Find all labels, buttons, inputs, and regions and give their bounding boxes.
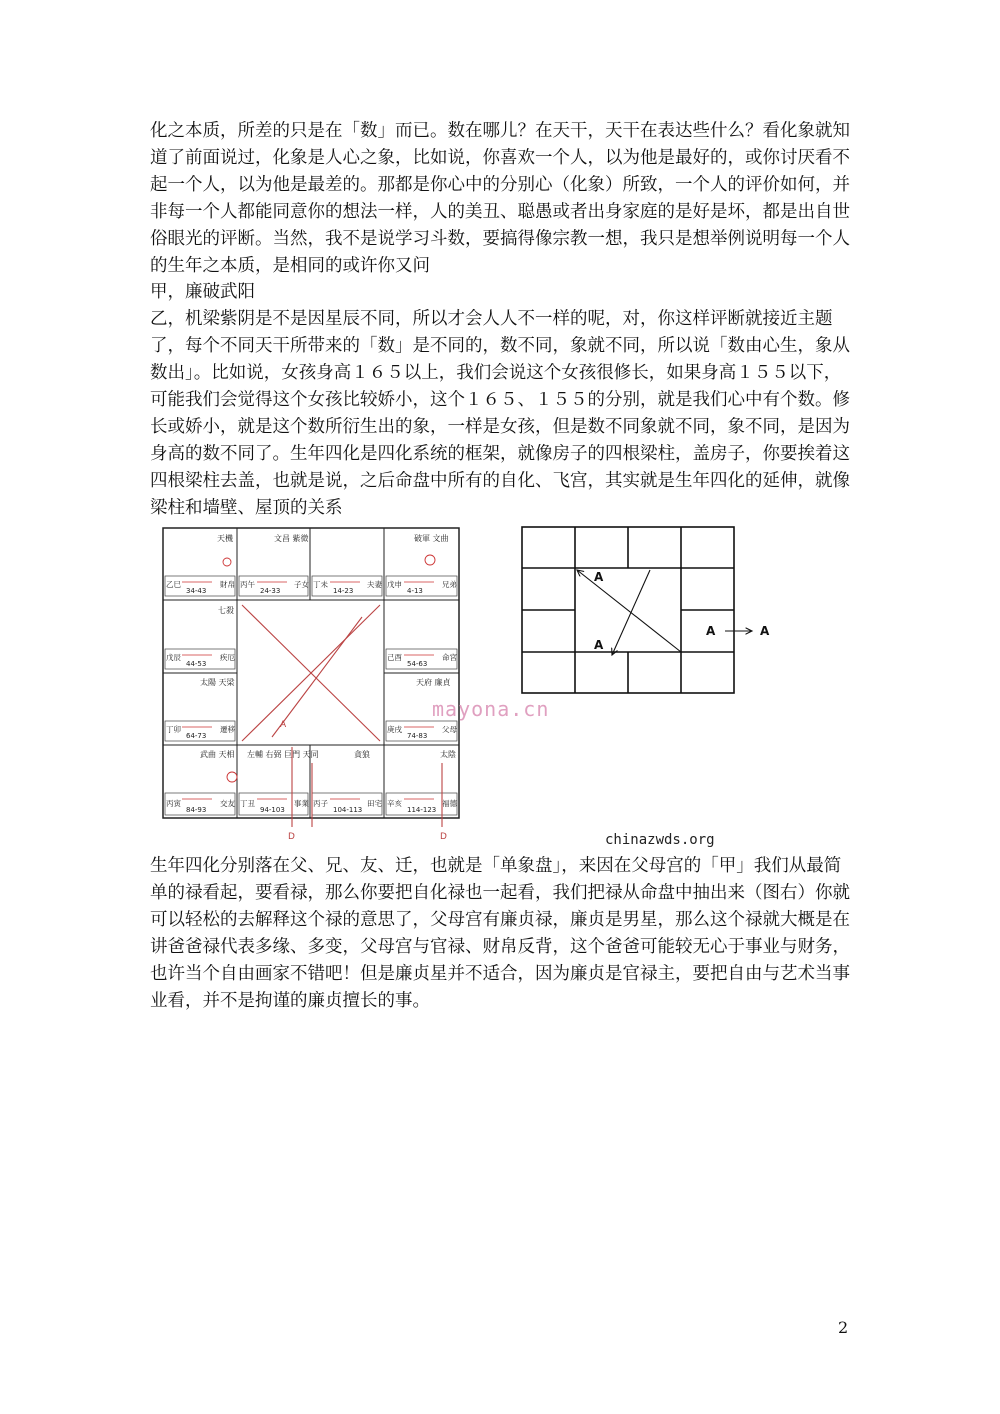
cell-stem-wu: 丙午 xyxy=(240,580,255,589)
cell-stars-wu: 文昌 紫微 xyxy=(274,534,309,543)
cell-age: 74-83 xyxy=(407,732,428,740)
cell-stars-si: 天機 xyxy=(217,534,233,543)
cell-age: 24-33 xyxy=(260,587,281,595)
cell-stars-chou: 左輔 右弼 巨門 天同 xyxy=(247,750,319,759)
paragraph-line-jia: 甲，廉破武阳 xyxy=(150,282,255,302)
cell-palace-shen: 兄弟 xyxy=(442,580,457,589)
cell-palace-you: 命宮 xyxy=(442,653,457,662)
grid-label-a-right-source: A xyxy=(706,624,716,638)
cell-stars-xu: 天府 廉貞 xyxy=(416,678,451,687)
cell-stem-chou: 丁丑 xyxy=(240,799,255,808)
cell-stem-hai: 辛亥 xyxy=(387,799,402,808)
cell-stars-zi: 貪狼 xyxy=(354,750,370,759)
cell-palace-mao: 遷移 xyxy=(220,725,235,734)
cell-age: 94-103 xyxy=(260,806,285,814)
cell-stars-mao: 太陽 天梁 xyxy=(200,678,235,687)
cell-stem-zi: 丙子 xyxy=(313,799,328,808)
cell-palace-wu: 子女 xyxy=(294,580,309,589)
cell-stem-mao: 丁卯 xyxy=(166,725,181,734)
chart-label-a: A xyxy=(280,720,287,730)
grid-label-a-bottom: A xyxy=(594,638,604,652)
cell-age: 54-63 xyxy=(407,660,428,668)
page-number: 2 xyxy=(838,1318,849,1337)
cell-stem-you: 己酉 xyxy=(387,653,402,662)
grid-label-a-top: A xyxy=(594,570,604,584)
figure-source: chinazwds.org xyxy=(605,832,715,848)
cell-age: 34-43 xyxy=(186,587,207,595)
paragraph-body xyxy=(150,279,855,522)
cell-stars-yin: 武曲 天相 xyxy=(200,750,235,759)
cell-stars-hai: 太陰 xyxy=(440,750,456,759)
cell-stem-wei: 丁未 xyxy=(313,580,328,589)
cell-age: 64-73 xyxy=(186,732,207,740)
cell-age: 104-113 xyxy=(333,806,363,814)
ziwei-chart-svg xyxy=(162,527,462,842)
cell-age: 84-93 xyxy=(186,806,207,814)
cell-stem-chen: 戊辰 xyxy=(166,653,181,662)
paragraph-intro: 化之本质，所差的只是在「数」而已。数在哪儿？在天干，天干在表达些什么？看化象就知道了前面说过，化象是人心之象，比如说，你喜欢一个人，以为他是最好的，或你讨厌看不起一个人，以为他是最差的。那都是你心中的分别心（化象）所致，一个人的评价如何，并非每一个人都能同意你的想法一样，人的美丑、聪愚或者出身家庭的是好是坏，都是出自世俗眼光的评断。当然，我不是说学习斗数，要搞得像宗教一想，我只是想举例说明每一个人的生年之本质，是相同的或许你又问 xyxy=(150,121,850,276)
cell-palace-zi: 田宅 xyxy=(367,799,382,808)
cell-age: 44-53 xyxy=(186,660,207,668)
cell-palace-yin: 交友 xyxy=(220,799,235,808)
cell-palace-chen: 疾厄 xyxy=(220,653,235,662)
cell-palace-wei: 夫妻 xyxy=(367,580,382,589)
paragraph-conclusion: 生年四化分别落在父、兄、友、迁，也就是「单象盘」，来因在父母宫的「甲」我们从最简单的禄看起，要看禄，那么你要把自化禄也一起看，我们把禄从命盘中抽出来（图右）你就可以轻松的去解释这个禄的意思了，父母宫有廉贞禄，廉贞是男星，那么这个禄就大概是在讲爸爸禄代表多缘、多变，父母宫与官禄、财帛反背，这个爸爸可能较无心于事业与财务，也许当个自由画家不错吧！但是廉贞星并不适合，因为廉贞是官禄主，要把自由与艺术当事业看，并不是拘谨的廉贞擅长的事。 xyxy=(150,856,850,1011)
watermark: mayona.cn xyxy=(432,697,550,721)
cell-palace-si: 財帛 xyxy=(220,580,235,589)
cell-stem-si: 乙巳 xyxy=(166,580,181,589)
cell-age: 4-13 xyxy=(407,587,423,595)
lu-extraction-figure xyxy=(520,525,785,697)
cell-palace-chou: 事業 xyxy=(294,799,309,808)
paragraph-yi: 乙，机梁紫阴是不是因星辰不同，所以才会人人不一样的呢，对，你这样评断就接近主题了，每个不同天干所带来的「数」是不同的，数不同，象就不同，所以说「数由心生，象从数出」。比如说，女孩身高１６５以上，我们会说这个女孩很修长，如果身高１５５以下，可能我们会觉得这个女孩比较娇小，这个１６５、１５５的分别，就是我们心中有个数。修长或娇小，就是这个数所衍生出的象，一样是女孩，但是数不同象就不同，象不同，是因为身高的数不同了。生年四化是四化系统的框架，就像房子的四根梁柱，盖房子，你要挨着这四根梁柱去盖，也就是说，之后命盘中所有的自化、飞宫，其实就是生年四化的延伸，就像梁柱和墙壁、屋顶的关系 xyxy=(150,309,850,518)
cell-stem-yin: 丙寅 xyxy=(166,799,181,808)
grid-label-a-right-target: A xyxy=(760,624,770,638)
cell-palace-hai: 福德 xyxy=(442,799,457,808)
cell-age: 114-123 xyxy=(407,806,437,814)
ziwei-chart-figure xyxy=(162,527,462,842)
chart-label-d-left: D xyxy=(288,832,295,842)
cell-stars-chen: 七殺 xyxy=(218,606,234,615)
cell-age: 14-23 xyxy=(333,587,354,595)
cell-stem-xu: 庚戌 xyxy=(387,725,402,734)
cell-stars-shen: 破軍 文曲 xyxy=(414,534,449,543)
cell-stem-shen: 戊申 xyxy=(387,580,402,589)
lu-grid-svg xyxy=(520,525,785,697)
chart-label-d-right: D xyxy=(440,832,447,842)
cell-palace-xu: 父母 xyxy=(442,725,457,734)
